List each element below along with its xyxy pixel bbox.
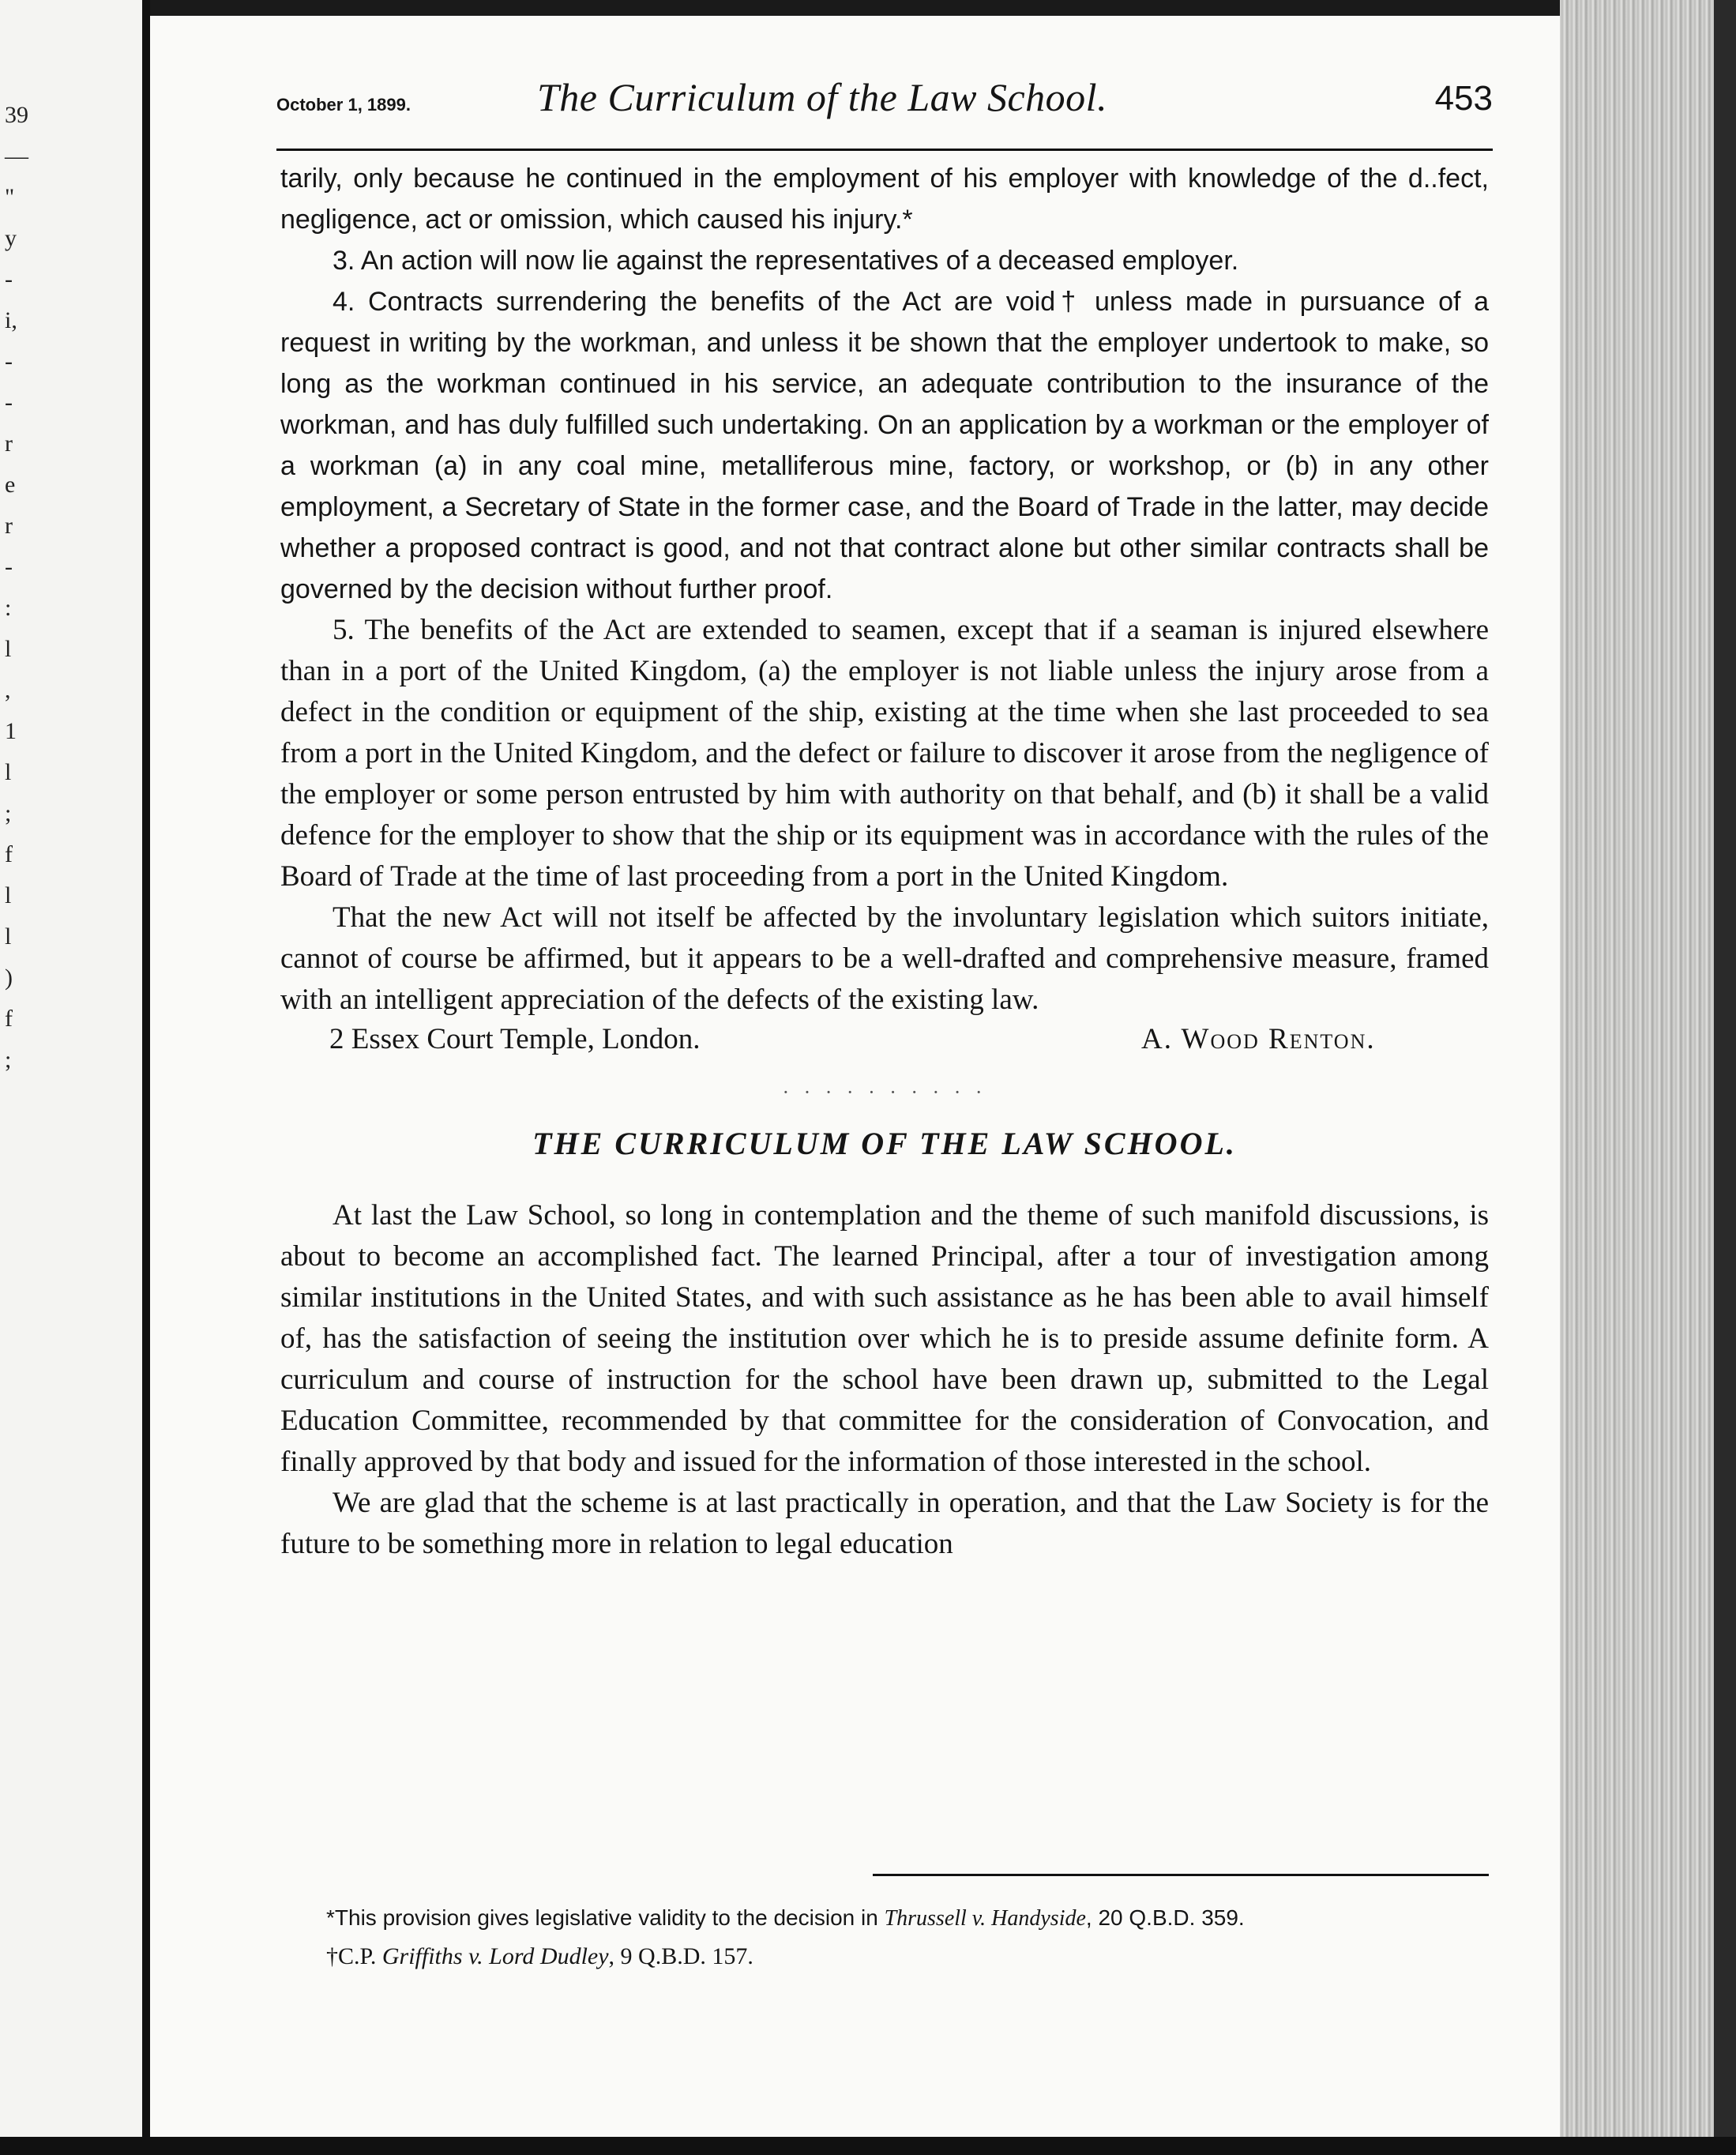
previous-page-marks [5,95,36,1081]
footnote-2-case: Griffiths v. Lord Dudley [381,1943,609,1969]
previous-page-mark: 1 [5,718,17,744]
scan-bottom-edge [0,2137,1736,2155]
signature-author: A. Wood Renton. [1141,1023,1376,1055]
previous-page-mark: — [5,143,28,169]
continuation-paragraph: tarily, only because he continued in the employment of his employer with knowledge of the d..fect, negligence, act or omission, which caused his injury.* [280,164,1489,235]
previous-page-mark: , [5,677,11,703]
previous-page-mark: 39 [5,102,28,128]
previous-page-mark: ; [5,1047,12,1073]
previous-page-mark: " [5,184,15,210]
clause-5: 5. The benefits of the Act are extended to seamen, except that if a seaman is injured elsewhere than in a port of the United Kingdom, (a) the employer is not liable unless the injury arose from a defect in the condition or equipment of the ship, existing at the time when she last proceeded to sea from a port in the United Kingdom, and the defect or failure to discover it arose from the negligence of the employer or some person entrusted by him with authority on that behalf, and (b) it shall be a valid defence for the employer to show that the ship or its equipment was in accordance with the rules of the Board of Trade at the time of last proceeding from a port in the United Kingdom. [280,614,1489,893]
previous-page-mark: l [5,759,12,785]
previous-page-mark: l [5,636,12,662]
footnote-2 [280,1938,1489,1976]
footnote-2-text: †C.P. [326,1943,382,1969]
previous-page-mark: y [5,225,17,251]
header-title: The Curriculum of the Law School. [537,75,1108,119]
clause-3: 3. An action will now lie against the representatives of a deceased employer. [333,246,1239,276]
footnote-1-text: *This provision gives legislative validity to the decision in [326,1905,885,1930]
previous-page-mark: l [5,923,12,950]
previous-page-mark: - [5,554,13,580]
clause-4: 4. Contracts surrendering the benefits of the Act are void† unless made in pursuance of a request in writing by the workman, and unless it be shown that the employer undertook to make, so long as the workman continued in his service, an adequate contribution to the insurance of the workman, and has duly fulfilled such undertaking. On an application by a workman or the employer of a workman (a) in any coal mine, metalliferous mine, factory, or workshop, or (b) in any other employment, a Secretary of State in the former case, and the Board of Trade in the latter, may decide whether a proposed contract is good, and not that contract alone but other similar contracts shall be governed by the decision without further proof. [280,287,1489,604]
article-paragraph: We are glad that the scheme is at last practically in operation, and that the Law Society is for the future to be something more in relation to legal education [280,1487,1489,1560]
previous-page-mark: r [5,431,13,457]
footnote-2-citation: , 9 Q.B.D. 157. [608,1943,753,1969]
header-rule [276,149,1493,151]
footnote-1-case: Thrussell v. Handyside [884,1906,1086,1931]
previous-page-mark: f [5,841,13,867]
previous-page-strip [0,0,150,2155]
signature-row [280,1022,1489,1066]
previous-page-mark: r [5,513,13,539]
previous-page-mark: - [5,348,13,374]
main-text [280,158,1489,1565]
footnotes [280,1899,1489,1976]
section-separator: · · · · · · · · · · [782,1081,987,1104]
header-date: October 1, 1899. [276,95,411,115]
running-head [276,71,1493,134]
previous-page-mark: e [5,472,16,498]
footnote-rule [873,1874,1489,1876]
footnote-1-citation: , 20 Q.B.D. 359. [1085,1905,1245,1930]
previous-page-mark: ) [5,965,13,991]
article-paragraph: At last the Law School, so long in contemplation and the theme of such manifold discussions, is about to become an accomplished fact. The learned Principal, after a tour of investigation among similar institutions in the United States, and with such assistance as he has been able to avail himself of, has the satisfaction of seeing the institution over which he is to preside assume definite form. A curriculum and course of instruction for the school have been drawn up, submitted to the Legal Education Committee, recommended by that committee for the consideration of Convocation, and finally approved by that body and issued for the information of those interested in the school. [280,1199,1489,1478]
book-page [150,16,1560,2137]
page-edge-binding [1560,0,1736,2155]
previous-page-mark: - [5,266,13,292]
page-number: 453 [1434,79,1493,118]
previous-page-mark: - [5,389,13,416]
previous-page-mark: f [5,1006,13,1032]
article-title: THE CURRICULUM OF THE LAW SCHOOL. [532,1126,1237,1161]
page-edge-shadow [1714,0,1736,2155]
previous-page-mark: ; [5,800,12,826]
closing-paragraph: That the new Act will not itself be affected by the involuntary legislation which suitors initiate, cannot of course be affirmed, but it appears to be a well-drafted and comprehensive measure, framed with an intelligent appreciation of the defects of the existing law. [280,901,1489,1016]
previous-page-mark: l [5,882,12,908]
signature-address: 2 Essex Court Temple, London. [329,1023,701,1055]
previous-page-mark: : [5,595,12,621]
previous-page-mark: i, [5,307,17,333]
footnote-1 [280,1899,1489,1938]
